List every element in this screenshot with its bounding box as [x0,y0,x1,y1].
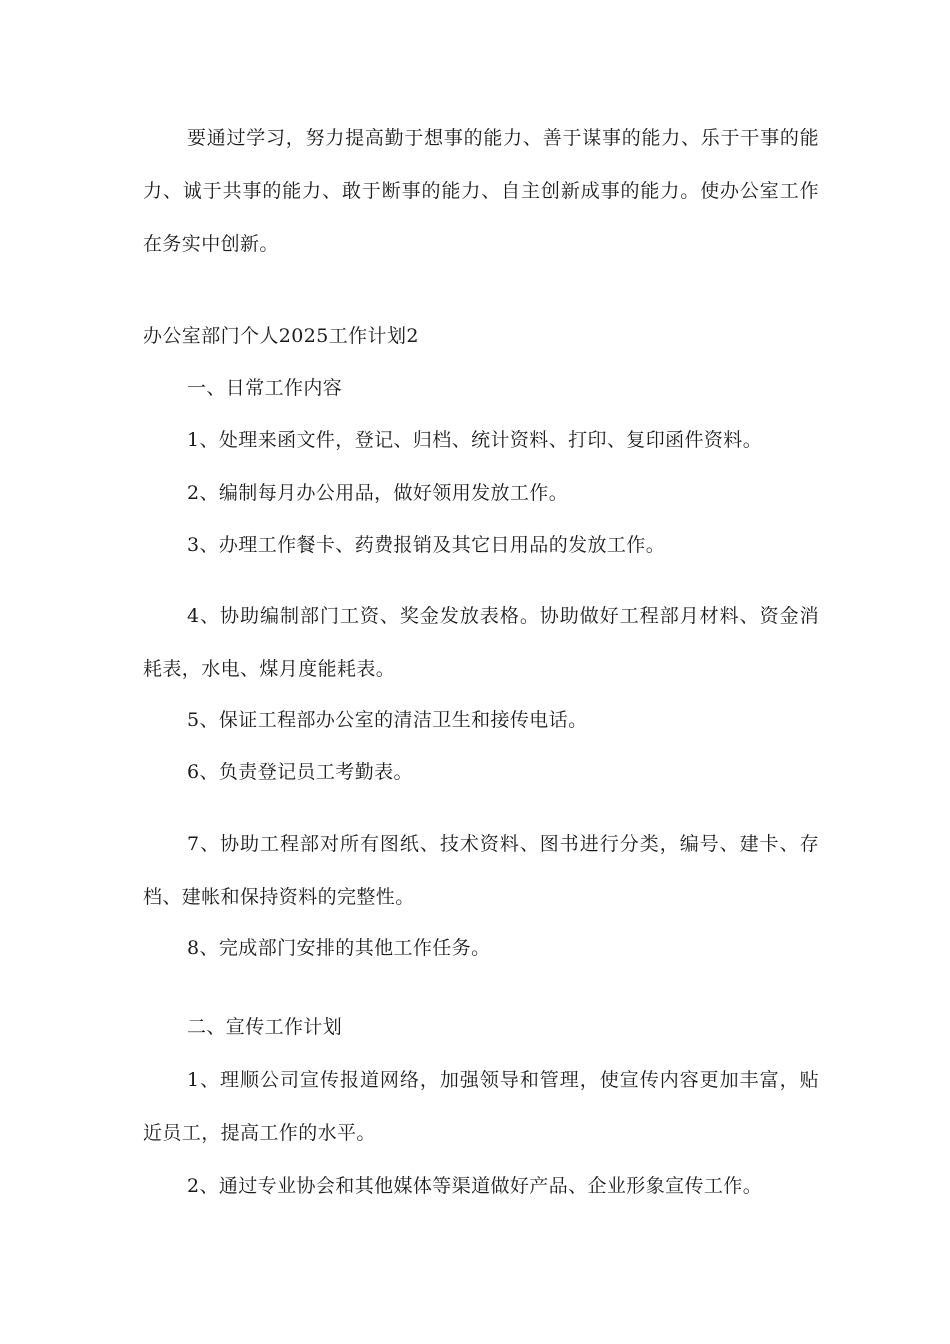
section1-item-7: 7、协助工程部对所有图纸、技术资料、图书进行分类，编号、建卡、存档、建帐和保持资料的完整性。 [143,833,819,908]
section1-item-3: 3、办理工作餐卡、药费报销及其它日用品的发放工作。 [187,534,666,556]
section1-item-4: 4、协助编制部门工资、奖金发放表格。协助做好工程部月材料、资金消耗表，水电、煤月度能耗表。 [143,605,819,680]
section1-item-1: 1、处理来函文件，登记、归档、统计资料、打印、复印函件资料。 [187,429,763,451]
section1-heading: 一、日常工作内容 [187,377,343,399]
section1-item-6: 6、负责登记员工考勤表。 [187,761,413,783]
section2-heading: 二、宣传工作计划 [187,1016,343,1038]
document-title: 办公室部门个人2025工作计划2 [143,325,419,347]
section1-item-8: 8、完成部门安排的其他工作任务。 [187,937,491,959]
section1-item-5: 5、保证工程部办公室的清洁卫生和接传电话。 [187,709,588,731]
section1-item-2: 2、编制每月办公用品，做好领用发放工作。 [187,482,569,504]
intro-paragraph: 要通过学习，努力提高勤于想事的能力、善于谋事的能力、乐于干事的能力、诚于共事的能力、敢于断事的能力、自主创新成事的能力。使办公室工作在务实中创新。 [143,127,819,255]
section2-item-1: 1、理顺公司宣传报道网络，加强领导和管理，使宣传内容更加丰富，贴近员工，提高工作的水平。 [143,1069,819,1144]
section2-item-2: 2、通过专业协会和其他媒体等渠道做好产品、企业形象宣传工作。 [187,1175,763,1197]
